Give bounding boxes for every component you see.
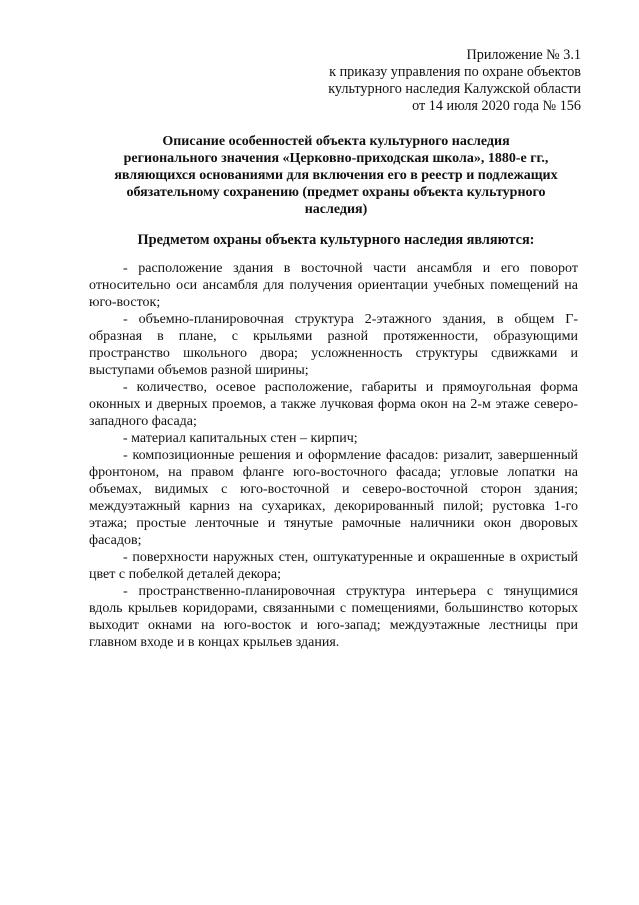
appendix-date: от 14 июля 2020 года № 156 bbox=[412, 98, 581, 114]
appendix-number: Приложение № 3.1 bbox=[466, 47, 581, 63]
appendix-reference bbox=[311, 47, 581, 115]
list-item: - количество, осевое расположение, габариты и прямоугольная форма оконных и дверных проемов, а также лучковая форма окон на 2-м этаже северо-западного фасада; bbox=[89, 380, 578, 429]
title-line-2: регионального значения «Церковно-приходская школа», 1880-е гг., bbox=[123, 151, 549, 166]
title-line-5: наследия) bbox=[304, 202, 368, 217]
list-item: - пространственно-планировочная структура интерьера с тянущимися вдоль крыльев коридорами, связанными с помещениями, большинство которых выходит окнами на юго-восток и юго-запад; междуэтажные лестницы при главном входе и в концах крыльев здания. bbox=[89, 584, 578, 650]
protected-features-list bbox=[89, 260, 578, 651]
appendix-order-reference: к приказу управления по охране объектов bbox=[329, 64, 581, 80]
list-item: - композиционные решения и оформление фасадов: ризалит, завершенный фронтоном, на правом фланге юго-восточного фасада; угловые лопатки на объемах, видимых с юго-восточной и северо-восточной сторон здания; междуэтажный карниз на сухариках, декорированный пилой; рустовка 1-го этажа; простые ленточные и тянутые рамочные наличники окон дворовых фасадов; bbox=[89, 448, 578, 548]
title-line-1: Описание особенностей объекта культурного наследия bbox=[162, 134, 510, 149]
subject-heading: Предметом охраны объекта культурного наследия являются: bbox=[137, 232, 535, 248]
list-item: - поверхности наружных стен, оштукатуренные и окрашенные в охристый цвет с побелкой деталей декора; bbox=[89, 550, 578, 582]
title-line-3: являющихся основаниями для включения его в реестр и подлежащих bbox=[114, 168, 558, 183]
list-item: - расположение здания в восточной части ансамбля и его поворот относительно оси ансамбля для получения ориентации учебных помещений на юго-восток; bbox=[89, 261, 578, 310]
title-line-4: обязательному сохранению (предмет охраны объекта культурного bbox=[126, 185, 546, 200]
document-title bbox=[86, 133, 586, 218]
list-item: - объемно-планировочная структура 2-этажного здания, в общем Г-образная в плане, с крыльями разной протяженности, образующими пространство школьного двора; усложненность структуры сдвижками и выступами объемов разной ширины; bbox=[89, 312, 578, 378]
list-item: - материал капитальных стен – кирпич; bbox=[123, 431, 358, 446]
appendix-authority: культурного наследия Калужской области bbox=[328, 81, 581, 97]
